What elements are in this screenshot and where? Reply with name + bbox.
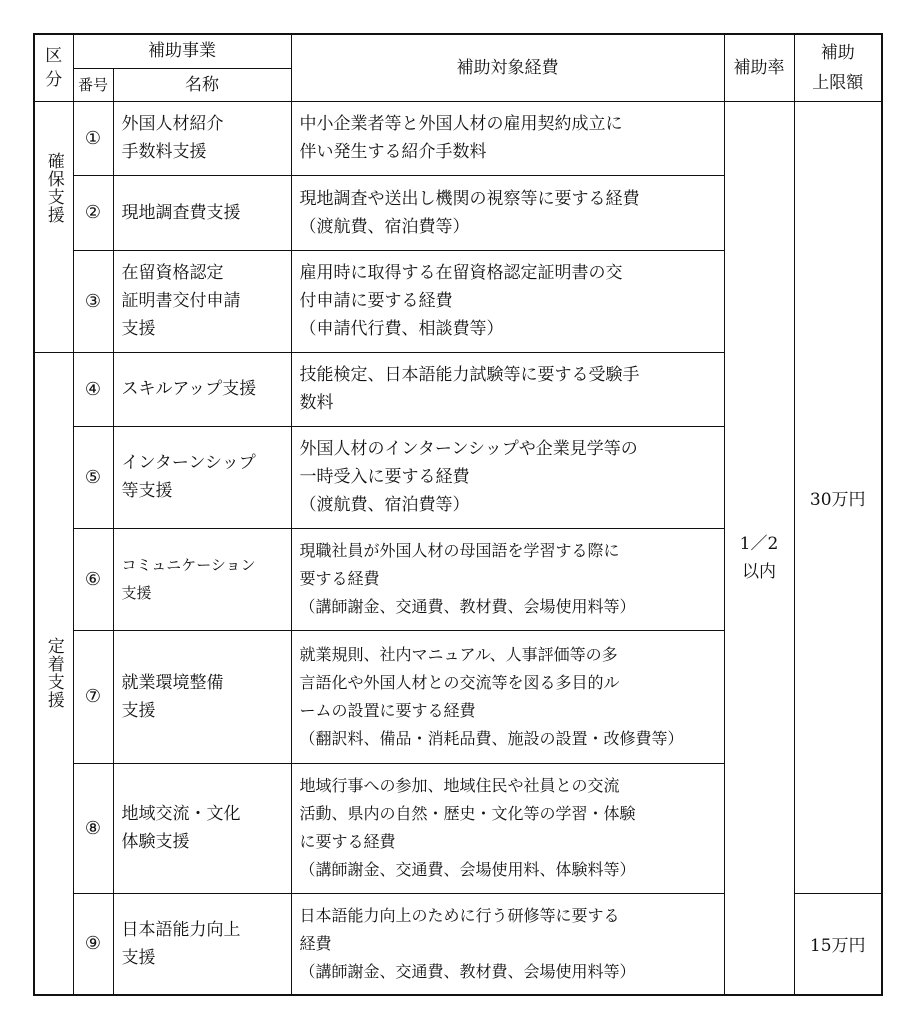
row-expense: 雇用時に取得する在留資格認定証明書の交 付申請に要する経費 （申請代行費、相談費等） (291, 250, 724, 352)
row-name: インターンシップ 等支援 (113, 426, 291, 528)
row-expense: 現地調査や送出し機関の視察等に要する経費 （渡航費、宿泊費等） (291, 175, 724, 250)
header-no: 番号 (73, 68, 113, 101)
row-no: ② (73, 175, 113, 250)
group-kakuho: 確保支援 (34, 101, 73, 352)
row-expense: 外国人材のインターンシップや企業見学等の 一時受入に要する経費 （渡航費、宿泊費等） (291, 426, 724, 528)
row-expense: 就業規則、社内マニュアル、人事評価等の多 言語化や外国人材との交流等を図る多目的ル ームの設置に要する経費 （翻訳料、備品・消耗品費、施設の設置・改修費等） (291, 630, 724, 763)
row-expense: 日本語能力向上のために行う研修等に要する 経費 （講師謝金、交通費、教材費、会場使用料等） (291, 893, 724, 995)
row-no: ⑦ (73, 630, 113, 763)
header-name: 名称 (113, 68, 291, 101)
subsidy-table (33, 33, 883, 996)
row-no: ① (73, 101, 113, 175)
rate-cell: 1／2 以内 (724, 101, 794, 995)
row-name: スキルアップ支援 (113, 352, 291, 426)
header-project: 補助事業 (73, 34, 291, 68)
row-name: 就業環境整備 支援 (113, 630, 291, 763)
row-no: ③ (73, 250, 113, 352)
row-expense: 技能検定、日本語能力試験等に要する受験手 数料 (291, 352, 724, 426)
limit-15: 15万円 (794, 893, 882, 995)
row-expense: 現職社員が外国人材の母国語を学習する際に 要する経費 （講師謝金、交通費、教材費、会場使用料等） (291, 528, 724, 630)
row-no: ⑤ (73, 426, 113, 528)
row-name: 現地調査費支援 (113, 175, 291, 250)
row-no: ⑨ (73, 893, 113, 995)
row-name: 外国人材紹介 手数料支援 (113, 101, 291, 175)
row-name: 在留資格認定 証明書交付申請 支援 (113, 250, 291, 352)
header-limit: 補助 上限額 (794, 34, 882, 101)
header-expense: 補助対象経費 (291, 34, 724, 101)
row-no: ⑥ (73, 528, 113, 630)
header-rate: 補助率 (724, 34, 794, 101)
row-expense: 中小企業者等と外国人材の雇用契約成立に 伴い発生する紹介手数料 (291, 101, 724, 175)
limit-30: 30万円 (794, 101, 882, 893)
group-teichaku: 定着支援 (34, 352, 73, 995)
row-name: 日本語能力向上 支援 (113, 893, 291, 995)
row-name: コミュニケーション 支援 (113, 528, 291, 630)
header-kubun: 区分 (34, 34, 73, 101)
row-expense: 地域行事への参加、地域住民や社員との交流 活動、県内の自然・歴史・文化等の学習・体験 に要する経費 （講師謝金、交通費、会場使用料、体験料等） (291, 763, 724, 893)
row-no: ④ (73, 352, 113, 426)
row-name: 地域交流・文化 体験支援 (113, 763, 291, 893)
row-no: ⑧ (73, 763, 113, 893)
